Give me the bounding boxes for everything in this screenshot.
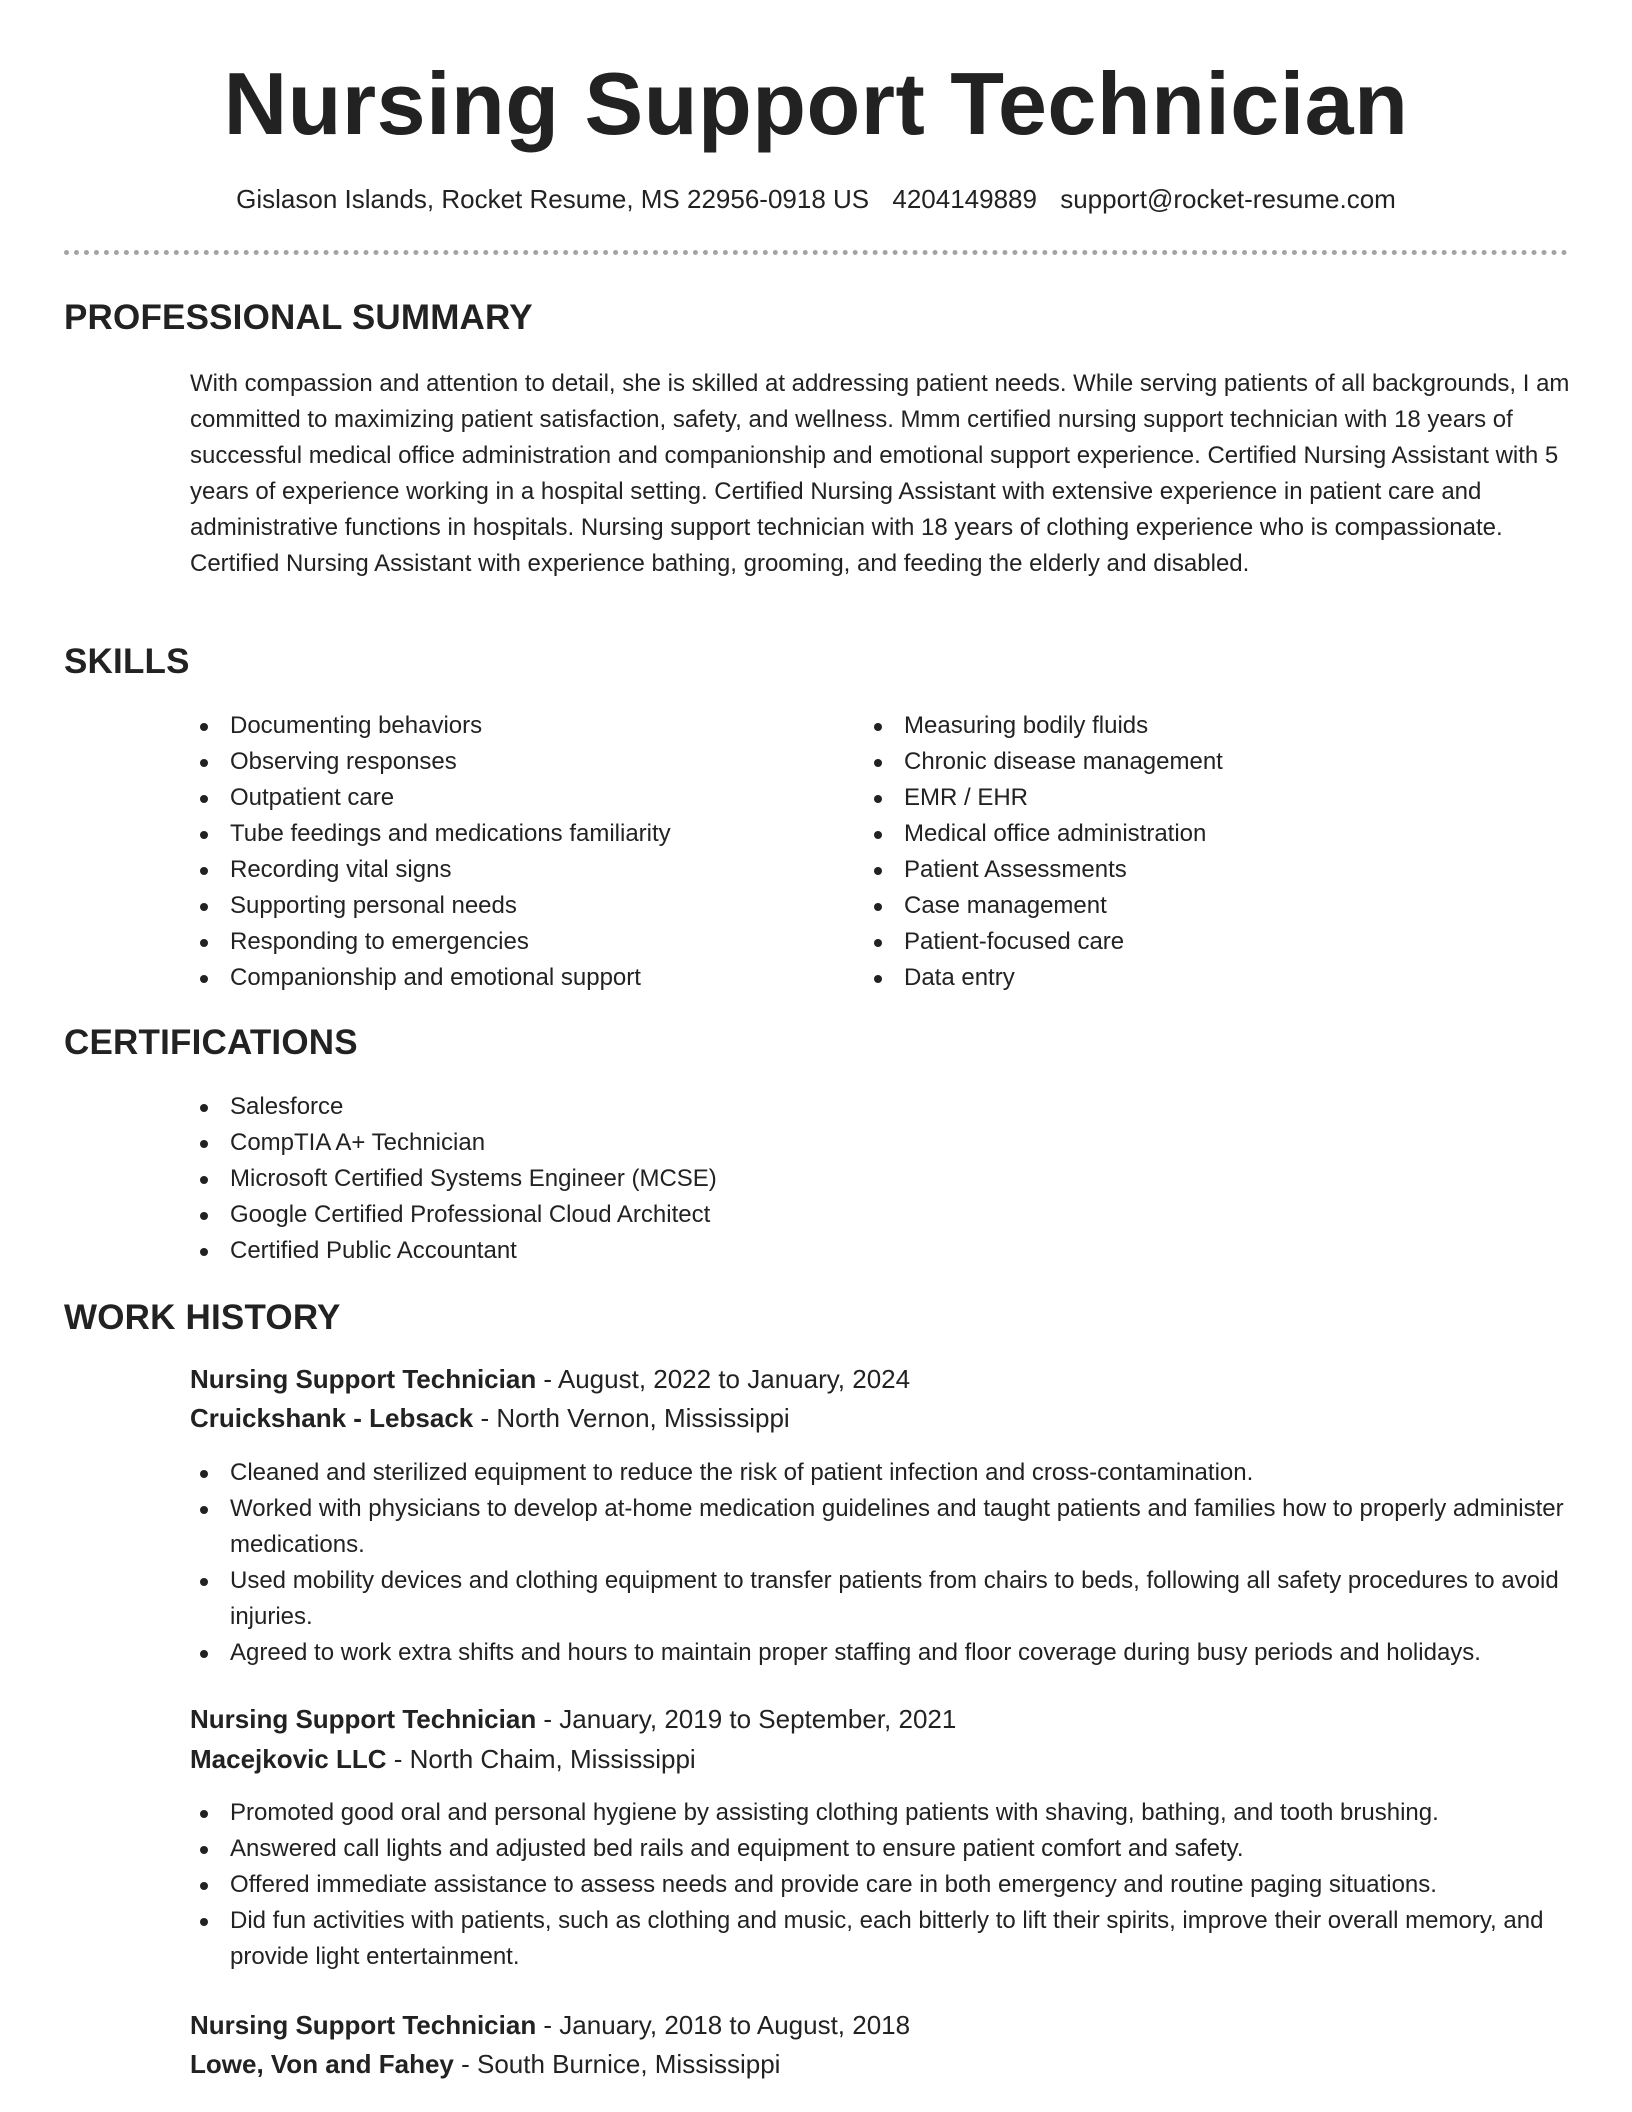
- job-location: - North Vernon, Mississippi: [473, 1403, 790, 1433]
- job-company: Macejkovic LLC: [190, 1744, 387, 1774]
- bullet-dot-icon: [874, 723, 882, 731]
- job-role-line: [190, 1700, 956, 1738]
- bullet-dot-icon: [200, 831, 208, 839]
- contact-phone: 4204149889: [892, 184, 1037, 214]
- list-item: Outpatient care: [186, 780, 826, 816]
- job-dates: - August, 2022 to January, 2024: [536, 1364, 911, 1394]
- list-item: Responding to emergencies: [186, 924, 826, 960]
- bullet-dot-icon: [874, 759, 882, 767]
- list-item: Tube feedings and medications familiarity: [186, 816, 826, 852]
- bullet-dot-icon: [200, 1212, 208, 1220]
- list-item: Companionship and emotional support: [186, 960, 826, 996]
- list-item: Chronic disease management: [860, 744, 1560, 780]
- bullet-dot-icon: [874, 903, 882, 911]
- list-item: Agreed to work extra shifts and hours to maintain proper staffing and floor coverage during busy periods and holidays.: [186, 1635, 1570, 1671]
- list-item: Used mobility devices and clothing equipment to transfer patients from chairs to beds, following all safety procedures to avoid injuries.: [186, 1563, 1570, 1635]
- list-item: Cleaned and sterilized equipment to reduce the risk of patient infection and cross-contamination.: [186, 1455, 1570, 1491]
- contact-address: Gislason Islands, Rocket Resume, MS 22956-0918 US: [236, 184, 870, 214]
- list-item: Google Certified Professional Cloud Architect: [186, 1197, 1186, 1233]
- list-item: EMR / EHR: [860, 780, 1560, 816]
- job-location: - South Burnice, Mississippi: [453, 2049, 781, 2079]
- bullet-dot-icon: [200, 975, 208, 983]
- list-item: Promoted good oral and personal hygiene by assisting clothing patients with shaving, bathing, and tooth brushing.: [186, 1795, 1570, 1831]
- bullet-dot-icon: [874, 795, 882, 803]
- job-role-line: [190, 2006, 910, 2044]
- list-item: Observing responses: [186, 744, 826, 780]
- list-item: Measuring bodily fluids: [860, 708, 1560, 744]
- bullet-dot-icon: [200, 1810, 208, 1818]
- job-role-line: [190, 1360, 910, 1398]
- bullet-dot-icon: [874, 867, 882, 875]
- bullet-dot-icon: [200, 1918, 208, 1926]
- list-item: Microsoft Certified Systems Engineer (MCSE): [186, 1161, 1186, 1197]
- resume-name: Nursing Support Technician: [223, 54, 1409, 153]
- job-company: Cruickshank - Lebsack: [190, 1403, 474, 1433]
- summary-heading: PROFESSIONAL SUMMARY: [64, 298, 533, 337]
- bullet-dot-icon: [200, 1506, 208, 1514]
- skills-list-left: [186, 708, 826, 996]
- job-dates: - January, 2018 to August, 2018: [536, 2010, 911, 2040]
- list-item: Patient-focused care: [860, 924, 1560, 960]
- bullet-dot-icon: [200, 1104, 208, 1112]
- list-item: Supporting personal needs: [186, 888, 826, 924]
- list-item: Answered call lights and adjusted bed rails and equipment to ensure patient comfort and safety.: [186, 1831, 1570, 1867]
- contact-email: support@rocket-resume.com: [1060, 184, 1396, 214]
- bullet-dot-icon: [200, 1470, 208, 1478]
- header-divider: [64, 250, 1568, 255]
- list-item: Data entry: [860, 960, 1560, 996]
- list-item: Salesforce: [186, 1089, 1186, 1125]
- bullet-dot-icon: [200, 867, 208, 875]
- bullet-dot-icon: [200, 1140, 208, 1148]
- work-history-heading: WORK HISTORY: [64, 1298, 341, 1337]
- list-item: Recording vital signs: [186, 852, 826, 888]
- certifications-list: [186, 1089, 1186, 1269]
- bullet-dot-icon: [874, 975, 882, 983]
- bullet-dot-icon: [200, 1248, 208, 1256]
- job-role: Nursing Support Technician: [190, 2010, 537, 2040]
- certifications-heading: CERTIFICATIONS: [64, 1023, 358, 1062]
- job-bullets: [186, 1455, 1570, 1671]
- list-item: Documenting behaviors: [186, 708, 826, 744]
- bullet-dot-icon: [200, 1846, 208, 1854]
- bullet-dot-icon: [200, 939, 208, 947]
- list-item: Offered immediate assistance to assess needs and provide care in both emergency and routine paging situations.: [186, 1867, 1570, 1903]
- list-item: Patient Assessments: [860, 852, 1560, 888]
- contact-line: [0, 181, 1632, 217]
- bullet-dot-icon: [200, 723, 208, 731]
- bullet-dot-icon: [874, 939, 882, 947]
- job-role: Nursing Support Technician: [190, 1364, 537, 1394]
- bullet-dot-icon: [200, 1176, 208, 1184]
- summary-text: With compassion and attention to detail, she is skilled at addressing patient needs. While serving patients of all backgrounds, I am committed to maximizing patient satisfaction, safety, and wellness. Mmm certified nursing support technician with 18 years of successful medical office administration and companionship and emotional support experience. Certified Nursing Assistant with 5 years of experience working in a hospital setting. Certified Nursing Assistant with extensive experience in patient care and administrative functions in hospitals. Nursing support technician with 18 years of clothing experience who is compassionate. Certified Nursing Assistant with experience bathing, grooming, and feeding the elderly and disabled.: [190, 370, 1570, 577]
- list-item: Worked with physicians to develop at-home medication guidelines and taught patients and families how to properly administer medications.: [186, 1491, 1570, 1563]
- job-company: Lowe, Von and Fahey: [190, 2049, 454, 2079]
- job-role: Nursing Support Technician: [190, 1704, 537, 1734]
- job-dates: - January, 2019 to September, 2021: [536, 1704, 957, 1734]
- bullet-dot-icon: [874, 831, 882, 839]
- list-item: Certified Public Accountant: [186, 1233, 1186, 1269]
- job-bullets: [186, 1795, 1570, 1975]
- job-company-line: [190, 1399, 790, 1437]
- job-location: - North Chaim, Mississippi: [386, 1744, 696, 1774]
- skills-list-right: [860, 708, 1560, 996]
- list-item: Case management: [860, 888, 1560, 924]
- bullet-dot-icon: [200, 759, 208, 767]
- bullet-dot-icon: [200, 795, 208, 803]
- job-company-line: [190, 1740, 696, 1778]
- bullet-dot-icon: [200, 1578, 208, 1586]
- list-item: Medical office administration: [860, 816, 1560, 852]
- bullet-dot-icon: [200, 1882, 208, 1890]
- skills-heading: SKILLS: [64, 642, 190, 681]
- bullet-dot-icon: [200, 1650, 208, 1658]
- job-company-line: [190, 2045, 780, 2083]
- bullet-dot-icon: [200, 903, 208, 911]
- list-item: CompTIA A+ Technician: [186, 1125, 1186, 1161]
- list-item: Did fun activities with patients, such as clothing and music, each bitterly to lift their spirits, improve their overall memory, and provide light entertainment.: [186, 1903, 1570, 1975]
